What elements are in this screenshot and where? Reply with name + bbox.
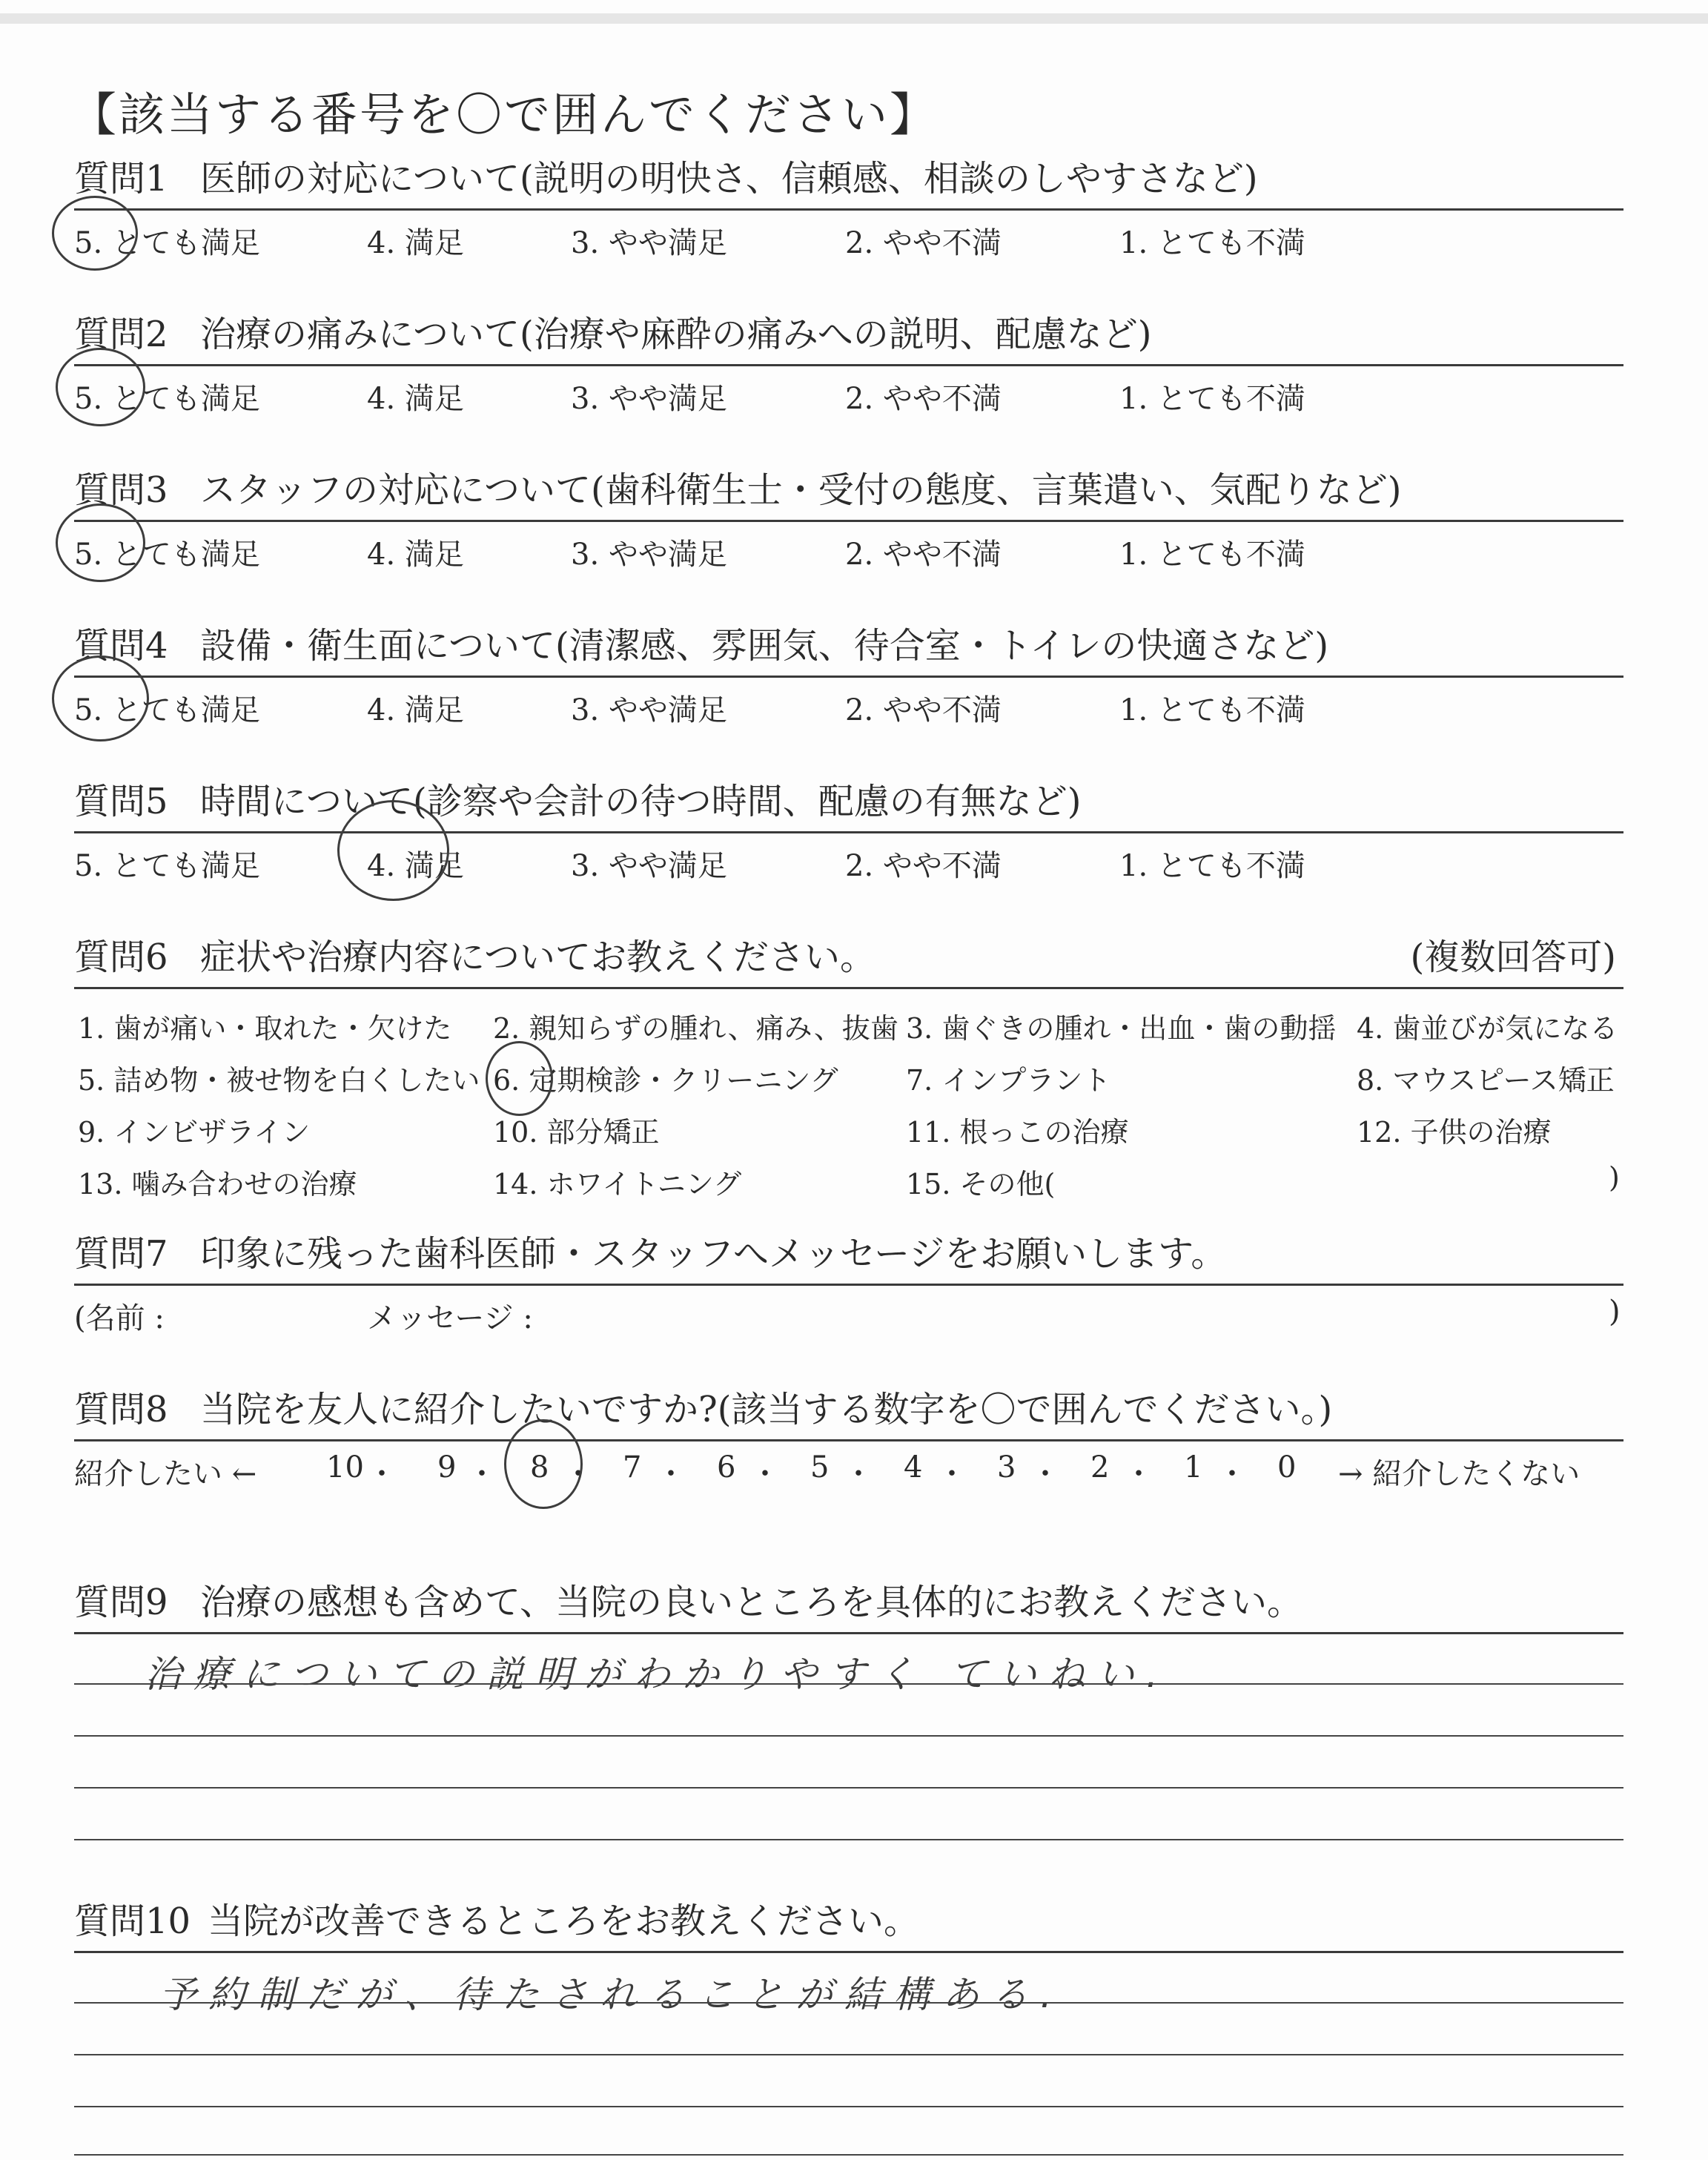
selected-circle (52, 196, 138, 271)
question-label: 質問7 (74, 1233, 168, 1275)
question-label: 質問1 (74, 158, 168, 199)
option-4[interactable]: 4. 満足 (367, 538, 464, 572)
symptom-2[interactable]: 2. 親知らずの腫れ、痛み、抜歯 (493, 1012, 898, 1045)
option-2[interactable]: 2. やや不満 (845, 226, 1002, 260)
option-3[interactable]: 3. やや満足 (571, 226, 727, 260)
question-header (74, 775, 1623, 833)
answer-line (74, 1787, 1623, 1789)
question-1 (74, 152, 1623, 262)
message-label: メッセージ : (367, 1301, 533, 1335)
question-3 (74, 463, 1623, 574)
recommend-scale (74, 1441, 1623, 1493)
selected-circle (337, 800, 449, 901)
symptom-grid (74, 989, 1623, 1204)
name-label: (名前 : (74, 1301, 165, 1335)
symptom-14[interactable]: 14. ホワイトニング (493, 1168, 742, 1200)
question-10 (74, 1895, 1623, 1953)
question-text: スタッフの対応について(歯科衛生士・受付の態度、言葉遣い、気配りなど) (200, 469, 1402, 511)
symptom-3[interactable]: 3. 歯ぐきの腫れ・出血・歯の動揺 (906, 1012, 1337, 1045)
question-text: 治療の感想も含めて、当院の良いところを具体的にお教えください。 (200, 1582, 1303, 1623)
answer-line (74, 2106, 1623, 2107)
rating-options (74, 678, 1623, 730)
option-2[interactable]: 2. やや不満 (845, 849, 1002, 883)
option-2[interactable]: 2. やや不満 (845, 538, 1002, 572)
scan-edge (0, 13, 1708, 24)
question-text: 症状や治療内容についてお教えください。 (200, 937, 876, 978)
scale-dot: ・ (656, 1457, 686, 1491)
question-header (74, 619, 1623, 678)
question-header (74, 931, 1623, 989)
option-2[interactable]: 2. やや不満 (845, 693, 1002, 727)
question-label: 質問9 (74, 1582, 168, 1623)
scale-left-label: 紹介したい ← (74, 1457, 257, 1491)
question-label: 質問6 (74, 937, 168, 978)
question-9 (74, 1576, 1623, 1634)
scale-dot: ・ (1124, 1457, 1153, 1491)
question-header (74, 1227, 1623, 1286)
scale-dot: ・ (563, 1457, 593, 1491)
answer-line (74, 2002, 1623, 2004)
question-header (74, 463, 1623, 522)
question-text: 当院を友人に紹介したいですか?(該当する数字を〇で囲んでください。) (200, 1389, 1333, 1430)
scale-6[interactable]: 6 (717, 1450, 736, 1484)
option-4[interactable]: 4. 満足 (367, 382, 464, 416)
scale-2[interactable]: 2 (1090, 1450, 1110, 1484)
question-header (74, 308, 1623, 366)
question-label: 質問2 (74, 314, 168, 355)
answer-line (74, 1839, 1623, 1840)
scale-3[interactable]: 3 (997, 1450, 1016, 1484)
symptom-10[interactable]: 10. 部分矯正 (493, 1116, 660, 1149)
option-1[interactable]: 1. とても不満 (1119, 849, 1305, 883)
selected-circle (504, 1419, 583, 1509)
answer-line (74, 1735, 1623, 1737)
rating-options (74, 833, 1623, 885)
message-row (74, 1286, 1623, 1338)
question-6 (74, 931, 1623, 1204)
rating-options (74, 522, 1623, 574)
symptom-8[interactable]: 8. マウスピース矯正 (1357, 1064, 1615, 1097)
symptom-11[interactable]: 11. 根っこの治療 (906, 1116, 1129, 1149)
option-1[interactable]: 1. とても不満 (1119, 226, 1305, 260)
option-2[interactable]: 2. やや不満 (845, 382, 1002, 416)
symptom-5[interactable]: 5. 詰め物・被せ物を白くしたい (78, 1064, 480, 1097)
option-4[interactable]: 4. 満足 (367, 226, 464, 260)
scale-dot: ・ (367, 1457, 397, 1491)
question-text: 当院が改善できるところをお教えください。 (208, 1900, 920, 1942)
other-close-paren: ) (1609, 1161, 1620, 1194)
question-text: 印象に残った歯科医師・スタッフへメッセージをお願いします。 (200, 1233, 1227, 1275)
question-header (74, 152, 1623, 211)
option-4[interactable]: 4. 満足 (367, 693, 464, 727)
question-8 (74, 1383, 1623, 1493)
question-label: 質問8 (74, 1389, 168, 1430)
option-5[interactable]: 5. とても満足 (74, 693, 260, 727)
option-4[interactable]: 4. 満足 (367, 849, 464, 883)
question-5 (74, 775, 1623, 885)
question-label: 質問5 (74, 781, 168, 822)
selected-circle (52, 655, 149, 742)
q10-handwritten-answer: 予約制だが、待たされることが結構ある. (159, 1973, 1064, 2016)
symptom-6[interactable]: 6. 定期検診・クリーニング (493, 1064, 838, 1097)
option-3[interactable]: 3. やや満足 (571, 693, 727, 727)
scale-right-label: → 紹介したくない (1338, 1457, 1580, 1491)
question-7 (74, 1227, 1623, 1338)
scale-dot: ・ (844, 1457, 873, 1491)
question-text: 設備・衛生面について(清潔感、雰囲気、待合室・トイレの快適さなど) (200, 625, 1329, 667)
rating-options (74, 211, 1623, 262)
answer-line (74, 2154, 1623, 2156)
question-text: 医師の対応について(説明の明快さ、信頼感、相談のしやすさなど) (200, 158, 1258, 199)
question-text: 時間について(診察や会計の待つ時間、配慮の有無など) (200, 781, 1082, 822)
question-header (74, 1895, 1623, 1953)
page-title: 【該当する番号を〇で囲んでください】 (70, 87, 939, 142)
symptom-9[interactable]: 9. インビザライン (78, 1116, 311, 1149)
option-1[interactable]: 1. とても不満 (1119, 382, 1305, 416)
selected-circle (486, 1041, 553, 1116)
symptom-12[interactable]: 12. 子供の治療 (1357, 1116, 1552, 1149)
option-1[interactable]: 1. とても不満 (1119, 538, 1305, 572)
rating-options (74, 366, 1623, 418)
question-header (74, 1383, 1623, 1441)
question-label: 質問10 (74, 1900, 191, 1942)
scale-0[interactable]: 0 (1277, 1450, 1297, 1484)
option-3[interactable]: 3. やや満足 (571, 538, 727, 572)
option-5[interactable]: 5. とても満足 (74, 538, 260, 572)
symptom-7[interactable]: 7. インプラント (906, 1064, 1111, 1097)
message-close-paren: ) (1609, 1295, 1621, 1329)
option-1[interactable]: 1. とても不満 (1119, 693, 1305, 727)
selected-circle (56, 348, 145, 426)
q9-handwritten-answer: 治療についての説明がわかりやすく ていねい. (145, 1653, 1170, 1696)
answer-line (74, 2054, 1623, 2055)
question-label: 質問4 (74, 625, 168, 667)
scale-9[interactable]: 9 (437, 1450, 457, 1484)
scale-dot: ・ (1217, 1457, 1247, 1491)
scale-8[interactable]: 8 (530, 1450, 549, 1484)
symptom-15[interactable]: 15. その他( (906, 1168, 1056, 1200)
scale-4[interactable]: 4 (904, 1450, 923, 1484)
option-5[interactable]: 5. とても満足 (74, 382, 260, 416)
question-label: 質問3 (74, 469, 168, 511)
option-3[interactable]: 3. やや満足 (571, 382, 727, 416)
scale-dot: ・ (937, 1457, 967, 1491)
option-5[interactable]: 5. とても満足 (74, 226, 260, 260)
question-2 (74, 308, 1623, 418)
option-5[interactable]: 5. とても満足 (74, 849, 260, 883)
symptom-4[interactable]: 4. 歯並びが気になる (1357, 1012, 1618, 1045)
multiple-answers-note: (複数回答可) (1410, 937, 1616, 978)
symptom-13[interactable]: 13. 噛み合わせの治療 (78, 1168, 357, 1200)
scale-5[interactable]: 5 (810, 1450, 830, 1484)
scale-10[interactable]: 10 (326, 1450, 364, 1484)
question-4 (74, 619, 1623, 730)
scale-dot: ・ (467, 1457, 497, 1491)
question-header (74, 1576, 1623, 1634)
scale-1[interactable]: 1 (1184, 1450, 1203, 1484)
scale-7[interactable]: 7 (623, 1450, 642, 1484)
scale-dot: ・ (750, 1457, 780, 1491)
answer-line (74, 1683, 1623, 1685)
question-text: 治療の痛みについて(治療や麻酔の痛みへの説明、配慮など) (200, 314, 1152, 355)
selected-circle (56, 503, 145, 582)
scale-dot: ・ (1030, 1457, 1060, 1491)
symptom-1[interactable]: 1. 歯が痛い・取れた・欠けた (78, 1012, 452, 1045)
option-3[interactable]: 3. やや満足 (571, 849, 727, 883)
